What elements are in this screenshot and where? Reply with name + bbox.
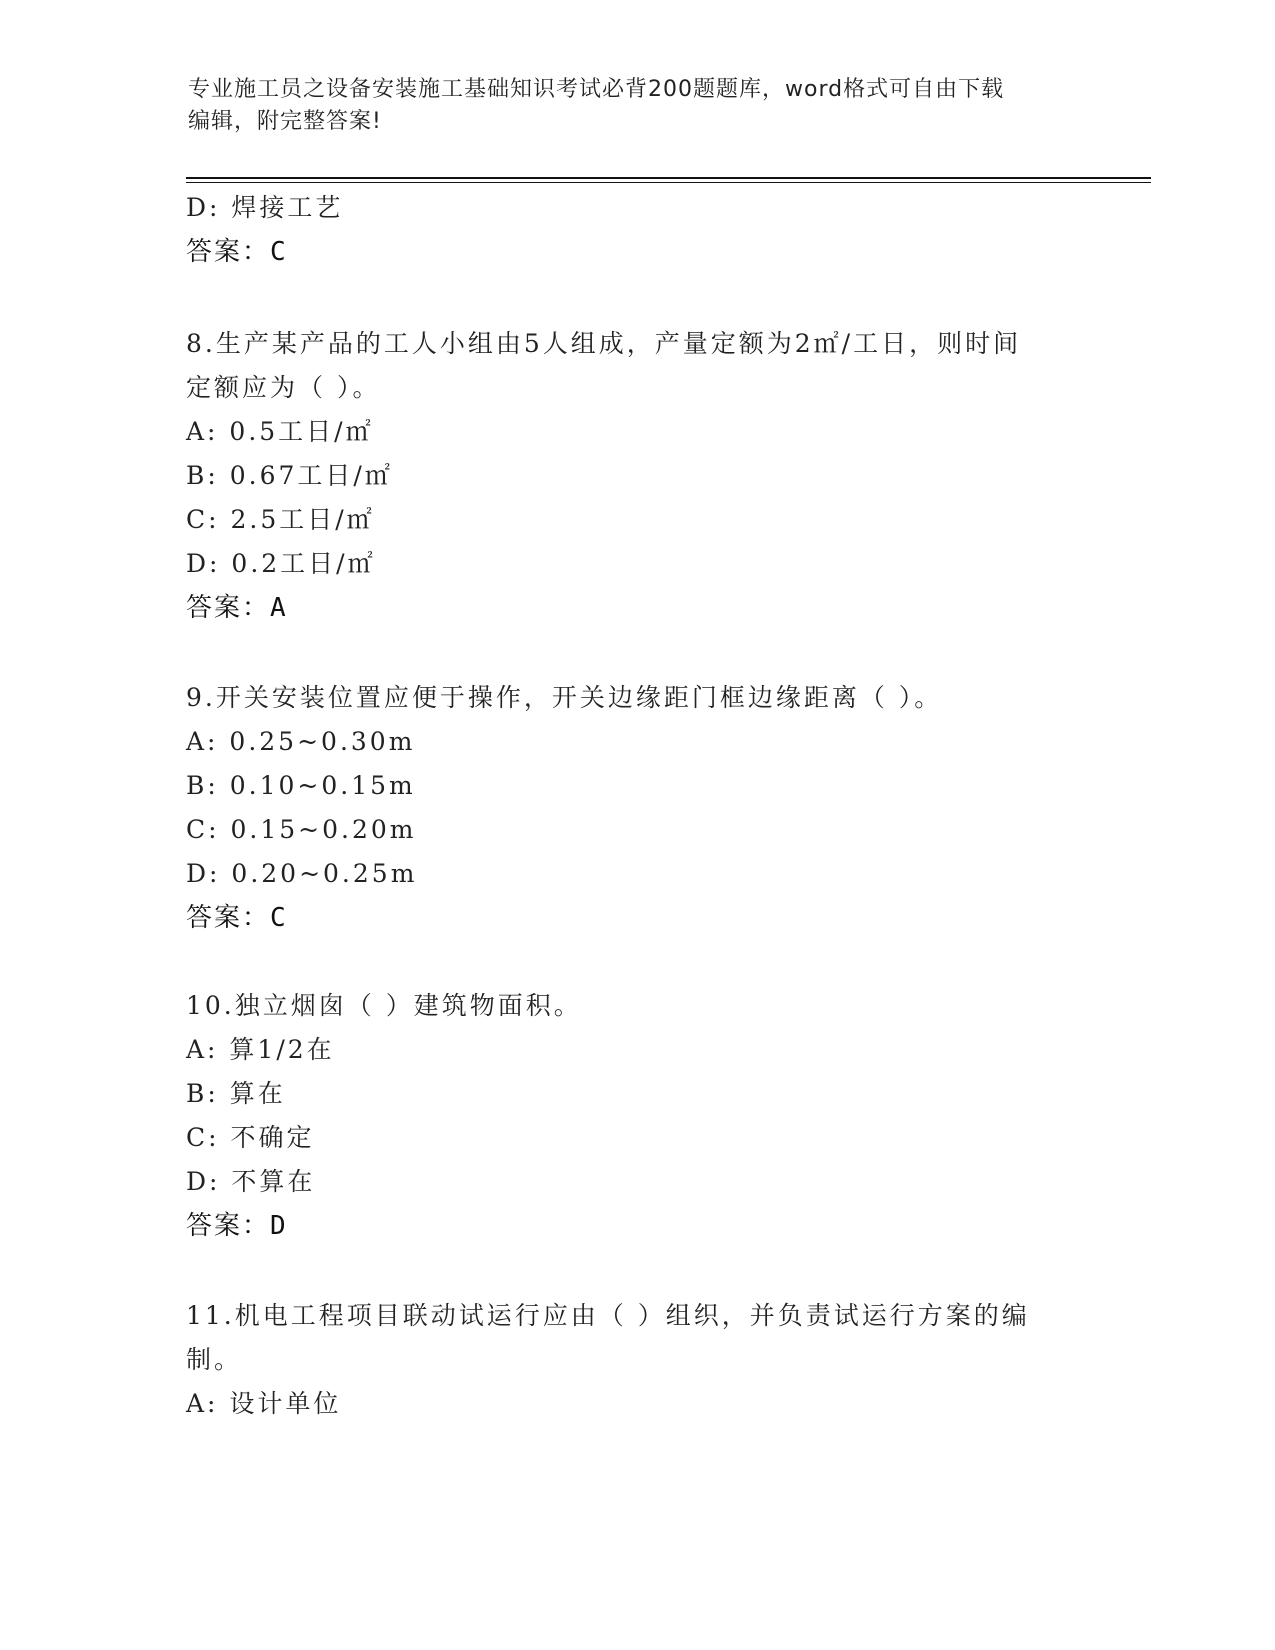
answer-label: 答案： [186, 1211, 271, 1241]
q7-answer [186, 236, 288, 268]
answer-label: 答案： [186, 593, 271, 623]
q10-option-d: D: 不算在 [186, 1167, 316, 1196]
q9-option-c: C: 0.15~0.20m [186, 815, 417, 844]
q8-option-c: C: 2.5工日/㎡ [186, 505, 375, 534]
q10-stem-line-1: 10.独立烟囱（ ）建筑物面积。 [186, 991, 582, 1020]
answer-label: 答案： [186, 903, 271, 933]
q10-answer-value: D [270, 1211, 288, 1241]
q10-option-c: C: 不确定 [186, 1123, 315, 1152]
q10-answer [186, 1210, 288, 1242]
document-header [188, 74, 1088, 138]
q9-option-b: B: 0.10~0.15m [186, 771, 416, 800]
q7-option-d: D: 焊接工艺 [186, 193, 344, 222]
header-title-line-2: 编辑，附完整答案! [188, 109, 382, 134]
q9-option-d: D: 0.20~0.25m [186, 859, 418, 888]
header-title-line-1: 专业施工员之设备安装施工基础知识考试必背200题题库，word格式可自由下载 [188, 77, 1005, 102]
q9-option-a: A: 0.25~0.30m [186, 727, 416, 756]
q8-stem-line-2: 定额应为（ ）。 [186, 373, 381, 402]
q9-answer-value: C [270, 903, 288, 933]
q10-option-b: B: 算在 [186, 1079, 286, 1108]
q11-stem-line-1: 11.机电工程项目联动试运行应由（ ）组织，并负责试运行方案的编 [186, 1301, 1030, 1330]
q8-option-a: A: 0.5工日/㎡ [186, 417, 374, 446]
q11-stem-line-2: 制。 [186, 1345, 243, 1374]
q8-option-d: D: 0.2工日/㎡ [186, 549, 376, 578]
q9-stem-line-1: 9.开关安装位置应便于操作，开关边缘距门框边缘距离（ ）。 [186, 683, 943, 712]
q10-option-a: A: 算1/2在 [186, 1035, 335, 1064]
q7-answer-value: C [270, 237, 288, 267]
header-divider-thick [186, 177, 1151, 179]
q8-option-b: B: 0.67工日/㎡ [186, 461, 393, 490]
q9-answer [186, 902, 288, 934]
q8-answer-value: A [270, 593, 288, 623]
q8-answer [186, 592, 288, 624]
q11-option-a: A: 设计单位 [186, 1389, 342, 1418]
header-divider-thin [186, 182, 1151, 183]
q8-stem-line-1: 8.生产某产品的工人小组由5人组成，产量定额为2㎡/工日，则时间 [186, 329, 1022, 358]
answer-label: 答案： [186, 237, 271, 267]
